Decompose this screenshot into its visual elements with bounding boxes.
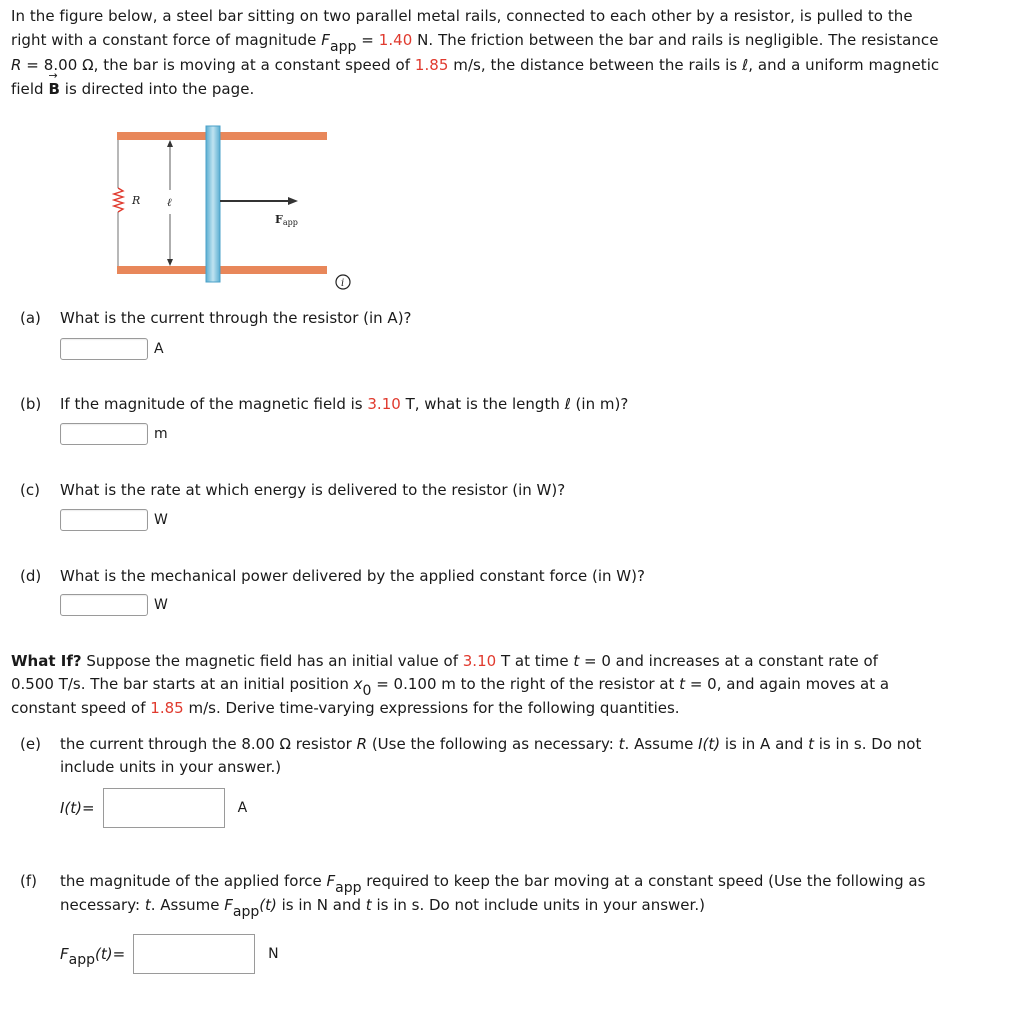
svg-text:i: i (341, 278, 345, 289)
steel-bar (206, 126, 220, 282)
answer-input-a[interactable] (60, 338, 148, 360)
unit-e: A (237, 800, 248, 816)
circuit-diagram (112, 122, 362, 292)
unit-f: N (268, 946, 279, 962)
intro-line-2: right with a constant force of magnitude Fapp = 1.40 N. The friction between the bar and rails is negligible. The resistance (11, 31, 939, 55)
rail-bar-figure (112, 122, 362, 292)
intro-line-3: R = 8.00 Ω, the bar is moving at a constant speed of 1.85 m/s, the distance between the rails is ℓ, and a uniform magnetic (11, 56, 940, 74)
question-c: (c) What is the rate at which energy is delivered to the resistor (in W)? (20, 481, 566, 499)
answer-row-e: I(t) = A (60, 788, 247, 828)
b-vector: → B (48, 77, 59, 101)
question-f: (f) the magnitude of the applied force Fapp required to keep the bar moving at a constant speed (Use the following as necessary: t. Assume Fapp(t) is in N and t is in s. Do not include units in your answer.) (20, 872, 926, 920)
answer-input-f[interactable] (133, 934, 255, 974)
force-label: Fapp (275, 213, 298, 227)
unit-d: W (154, 597, 168, 613)
question-e: (e) the current through the 8.00 Ω resistor R (Use the following as necessary: t. Assume I(t) is in A and t is in s. Do not include units in your answer.) (20, 735, 922, 776)
answer-row-a (60, 338, 164, 360)
question-b: (b) If the magnitude of the magnetic field is 3.10 T, what is the length ℓ (in m)? (20, 395, 629, 413)
force-arrow-icon (288, 197, 298, 205)
current-expr-label: I(t) (60, 799, 83, 817)
question-d: (d) What is the mechanical power delivered by the applied constant force (in W)? (20, 567, 645, 585)
question-a: (a) What is the current through the resistor (in A)? (20, 309, 412, 327)
answer-row-c (60, 509, 168, 531)
answer-input-e[interactable] (103, 788, 225, 828)
resistor-icon (114, 188, 123, 212)
answer-row-b (60, 423, 168, 445)
intro-line-1: In the figure below, a steel bar sitting on two parallel metal rails, connected to each other by a resistor, is pulled to the (11, 7, 913, 25)
length-label: ℓ (167, 196, 172, 209)
unit-b: m (154, 426, 168, 442)
what-if-title: What If? (11, 652, 82, 670)
intro-line-4: field → B is directed into the page. (11, 77, 1016, 101)
problem-statement (11, 4, 1016, 101)
unit-c: W (154, 512, 168, 528)
speed-value: 1.85 (414, 56, 449, 74)
answer-row-d (60, 594, 168, 616)
field-value: 3.10 (367, 395, 401, 413)
fapp-value: 1.40 (378, 31, 413, 49)
what-if-section: What If? Suppose the magnetic field has an initial value of 3.10 T at time t = 0 and increases at a constant rate of 0.500 T/s. The bar starts at an initial position x0 = 0.100 m to the right of the resistor at t = 0, and again moves at a constant speed of 1.85 m/s. Derive time-varying expressions for the following quantities. (11, 652, 890, 717)
answer-input-d[interactable] (60, 594, 148, 616)
force-expr-label: F (60, 945, 69, 963)
bottom-rail (117, 266, 327, 274)
answer-input-c[interactable] (60, 509, 148, 531)
answer-row-f: F app (t) = N (60, 934, 279, 974)
answer-input-b[interactable] (60, 423, 148, 445)
unit-a: A (154, 341, 164, 357)
resistor-label: R (132, 194, 141, 207)
top-rail (117, 132, 327, 140)
